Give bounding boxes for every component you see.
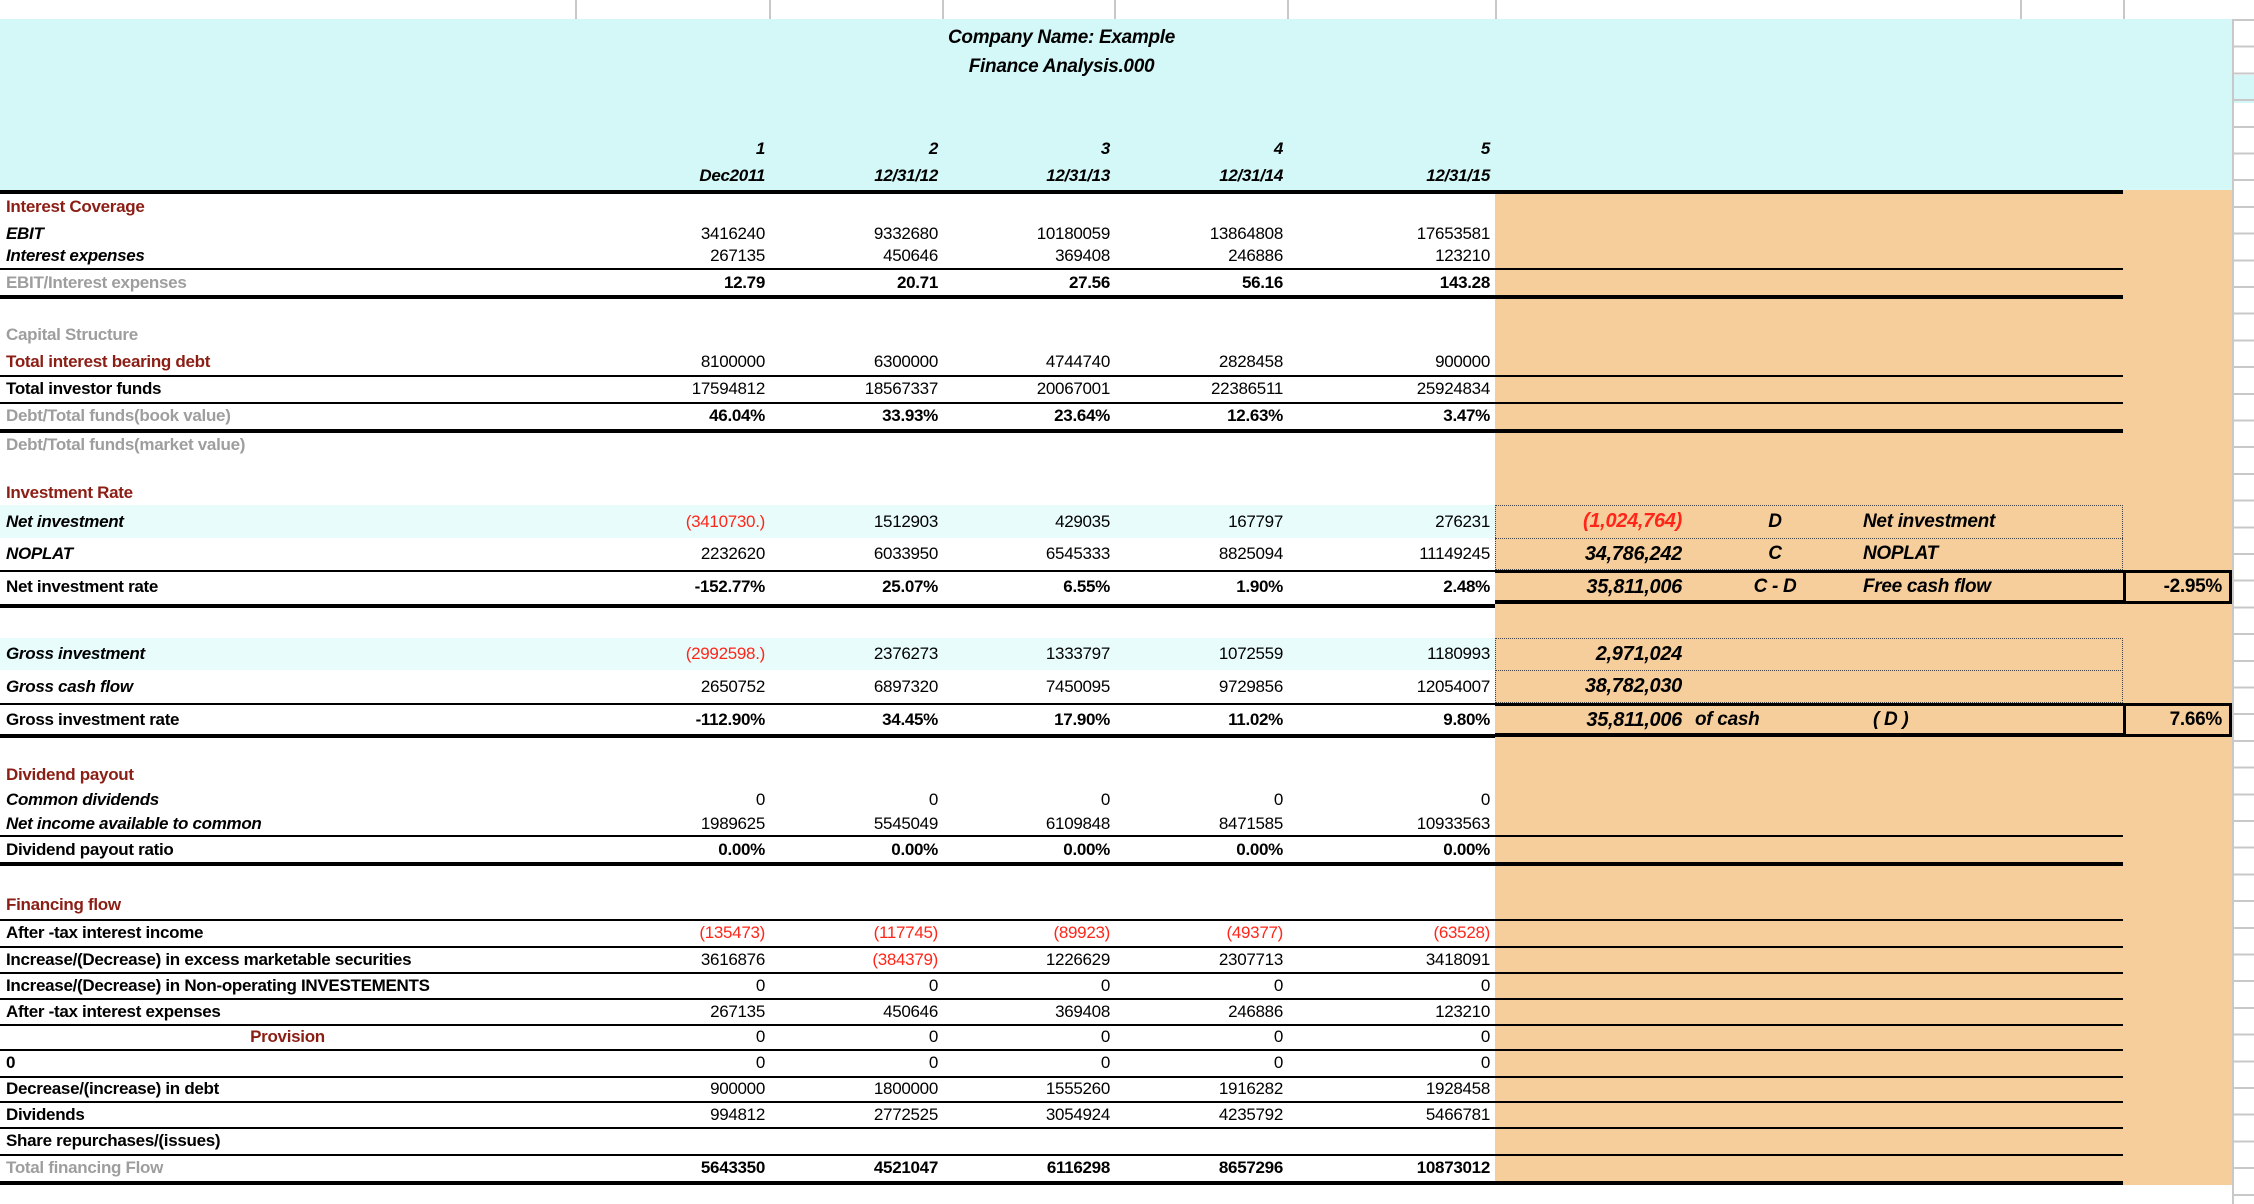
row-label[interactable]: Net income available to common xyxy=(6,813,262,833)
cell[interactable]: 9729856 xyxy=(1218,676,1283,696)
summary-value[interactable]: 34,786,242 xyxy=(1584,542,1682,565)
section-heading[interactable]: Interest Coverage xyxy=(6,197,145,216)
cell[interactable]: 56.16 xyxy=(1241,272,1283,292)
cell[interactable]: 2232620 xyxy=(700,544,765,563)
grid-line xyxy=(1495,0,1497,19)
cell[interactable]: 0.00% xyxy=(891,839,938,859)
cell[interactable]: 6.55% xyxy=(1063,577,1110,596)
cell[interactable]: 0 xyxy=(755,975,765,995)
cell[interactable]: 27.56 xyxy=(1068,272,1110,292)
cell[interactable]: 10873012 xyxy=(1416,1158,1490,1177)
summary-row xyxy=(1495,638,2232,670)
cell[interactable]: 3416240 xyxy=(700,223,765,243)
section-heading[interactable]: Capital Structure xyxy=(6,325,138,344)
cell[interactable]: 6116298 xyxy=(1046,1158,1110,1177)
cell[interactable]: 25924834 xyxy=(1416,379,1490,398)
row-label[interactable]: Increase/(Decrease) in Non-operating INVESTEMENTS xyxy=(6,975,430,995)
cell[interactable]: 20067001 xyxy=(1036,379,1110,398)
cell[interactable]: 0 xyxy=(928,975,938,995)
cell[interactable]: 12054007 xyxy=(1416,676,1490,696)
cell[interactable]: 0 xyxy=(1273,1053,1283,1072)
row-label[interactable]: Decrease/(increase) in debt xyxy=(6,1079,219,1098)
row-label[interactable]: EBIT/Interest expenses xyxy=(6,272,187,292)
grid-line xyxy=(2123,0,2125,19)
cell[interactable]: 0.00% xyxy=(1063,839,1110,859)
cell[interactable]: (384379) xyxy=(872,949,938,969)
summary-label[interactable]: Net investment xyxy=(1863,510,1996,532)
cell[interactable]: 3616876 xyxy=(700,949,765,969)
section-heading[interactable]: Financing flow xyxy=(6,895,121,914)
summary-value[interactable]: 35,811,006 xyxy=(1586,575,1682,598)
cell[interactable]: 5545049 xyxy=(873,813,938,833)
cell[interactable]: (49377) xyxy=(1226,923,1283,942)
cell[interactable]: 3.47% xyxy=(1443,406,1490,425)
table-row xyxy=(0,1102,2254,1127)
cell[interactable]: 2.48% xyxy=(1443,577,1490,596)
cell[interactable]: 0 xyxy=(1100,975,1110,995)
row-label[interactable]: Increase/(Decrease) in excess marketable securities xyxy=(6,949,412,969)
table-row xyxy=(0,322,2254,348)
cell[interactable]: 267135 xyxy=(710,1001,765,1021)
cell[interactable]: 900000 xyxy=(710,1079,765,1098)
cell[interactable]: 1512903 xyxy=(873,511,938,531)
cell[interactable]: 9332680 xyxy=(873,223,938,243)
grid-line xyxy=(769,0,771,19)
cell[interactable]: 13864808 xyxy=(1209,223,1283,243)
cell[interactable]: 0 xyxy=(1273,1027,1283,1046)
cell[interactable]: 1333797 xyxy=(1045,644,1110,663)
cell[interactable]: 4235792 xyxy=(1218,1104,1283,1124)
row-label[interactable]: Gross investment rate xyxy=(6,710,180,729)
cell[interactable]: 23.64% xyxy=(1054,406,1110,425)
cell[interactable]: -152.77% xyxy=(694,577,765,596)
cell[interactable]: 2828458 xyxy=(1218,352,1283,371)
row-label[interactable]: Share repurchases/(issues) xyxy=(6,1131,221,1150)
cell[interactable]: 0 xyxy=(1273,975,1283,995)
col-date[interactable]: 12/31/12 xyxy=(874,166,938,185)
file-title[interactable]: Finance Analysis.000 xyxy=(968,56,1155,77)
table-row xyxy=(0,812,2254,835)
row-label[interactable]: Total investor funds xyxy=(6,379,162,398)
table-row xyxy=(0,999,2254,1024)
cell[interactable]: 9.80% xyxy=(1443,710,1490,729)
summary-row xyxy=(1495,570,2232,604)
cell[interactable]: 17594812 xyxy=(691,379,765,398)
cell[interactable]: 369408 xyxy=(1055,1001,1110,1021)
row-label[interactable]: 0 xyxy=(6,1053,16,1072)
cell[interactable]: 1800000 xyxy=(873,1079,938,1098)
table-row xyxy=(0,788,2254,812)
cell[interactable]: 429035 xyxy=(1055,511,1110,531)
section-heading[interactable]: Investment Rate xyxy=(6,483,133,502)
table-row xyxy=(0,1025,2254,1049)
cell[interactable]: 1555260 xyxy=(1045,1079,1110,1098)
col-date[interactable]: 12/31/13 xyxy=(1046,166,1110,185)
cell[interactable]: 5466781 xyxy=(1425,1104,1490,1124)
summary-letter[interactable]: C xyxy=(1768,543,1782,564)
cell[interactable]: 246886 xyxy=(1228,1001,1283,1021)
row-label[interactable]: Gross cash flow xyxy=(6,676,133,696)
cell[interactable]: 34.45% xyxy=(882,710,938,729)
cell[interactable]: 2376273 xyxy=(873,644,938,663)
table-row xyxy=(0,349,2254,375)
cell[interactable]: 0 xyxy=(1480,975,1490,995)
cell[interactable]: 0 xyxy=(1480,1053,1490,1072)
table-row xyxy=(0,481,2254,505)
cell[interactable]: 20.71 xyxy=(896,272,938,292)
cell[interactable]: (3410730.) xyxy=(685,511,765,531)
cell[interactable]: 2650752 xyxy=(700,676,765,696)
cell[interactable]: 12.79 xyxy=(723,272,765,292)
cell[interactable]: 0.00% xyxy=(1236,839,1283,859)
row-label[interactable]: Debt/Total funds(market value) xyxy=(6,435,246,454)
table-row xyxy=(0,973,2254,998)
table-row xyxy=(0,1077,2254,1101)
table-row xyxy=(0,947,2254,972)
grid-line xyxy=(0,1181,2123,1185)
summary-letter[interactable]: ( D ) xyxy=(1873,709,1909,730)
grid-line xyxy=(1287,0,1289,19)
cell[interactable]: 1.90% xyxy=(1236,577,1283,596)
table-row xyxy=(0,403,2254,429)
cell[interactable]: 167797 xyxy=(1228,511,1283,531)
col-date[interactable]: 12/31/14 xyxy=(1219,166,1283,185)
cell[interactable]: 4744740 xyxy=(1045,352,1110,371)
cell[interactable]: 6897320 xyxy=(873,676,938,696)
col-number[interactable]: 2 xyxy=(928,139,938,158)
cell[interactable]: 0 xyxy=(1480,790,1490,809)
row-label[interactable]: Interest expenses xyxy=(6,245,145,265)
cell[interactable]: 450646 xyxy=(883,1001,938,1021)
cell[interactable]: 0 xyxy=(928,790,938,809)
cell[interactable]: (117745) xyxy=(873,923,938,942)
table-row xyxy=(0,837,2254,862)
cell[interactable]: 5643350 xyxy=(700,1158,765,1177)
table-row xyxy=(0,376,2254,402)
cell[interactable]: 0 xyxy=(1100,1027,1110,1046)
cell[interactable]: 123210 xyxy=(1435,245,1490,265)
summary-label[interactable]: NOPLAT xyxy=(1863,543,1938,564)
row-label[interactable]: Total interest bearing debt xyxy=(6,352,211,371)
summary-row xyxy=(1495,505,2232,538)
row-label[interactable]: After -tax interest income xyxy=(6,923,204,942)
row-label[interactable]: After -tax interest expenses xyxy=(6,1001,221,1021)
table-row xyxy=(0,920,2254,946)
cell[interactable]: 1180993 xyxy=(1427,644,1490,663)
cell[interactable]: 33.93% xyxy=(882,406,938,425)
cell[interactable]: 1072559 xyxy=(1218,644,1283,663)
cell[interactable]: 0 xyxy=(1273,790,1283,809)
cell[interactable]: 2772525 xyxy=(873,1104,938,1124)
cell[interactable]: 0 xyxy=(1100,1053,1110,1072)
table-row xyxy=(0,1128,2254,1154)
cell[interactable]: 7450095 xyxy=(1045,676,1110,696)
cell[interactable]: (89923) xyxy=(1053,923,1110,942)
summary-letter[interactable]: C - D xyxy=(1753,576,1797,597)
cell[interactable]: 12.63% xyxy=(1227,406,1283,425)
cell[interactable]: (63528) xyxy=(1433,923,1490,942)
col-date[interactable]: Dec2011 xyxy=(699,166,765,185)
col-number[interactable]: 4 xyxy=(1273,139,1283,158)
cell[interactable]: 8657296 xyxy=(1218,1158,1283,1177)
cell[interactable]: 11.02% xyxy=(1228,710,1283,729)
summary-row xyxy=(1495,538,2232,570)
summary-value[interactable]: 35,811,006 xyxy=(1586,708,1682,731)
cell[interactable]: 0 xyxy=(1100,790,1110,809)
summary-note[interactable]: of cash xyxy=(1695,709,1760,730)
table-row xyxy=(0,432,2254,458)
row-label[interactable]: Dividend payout ratio xyxy=(6,839,174,859)
cell[interactable]: 246886 xyxy=(1228,245,1283,265)
cell[interactable]: 1928458 xyxy=(1425,1079,1490,1098)
cell[interactable]: 18567337 xyxy=(864,379,938,398)
grid-line xyxy=(942,0,944,19)
summary-row xyxy=(1495,703,2232,737)
cell[interactable]: 123210 xyxy=(1435,1001,1490,1021)
cell[interactable]: 0 xyxy=(755,790,765,809)
row-label[interactable]: Net investment rate xyxy=(6,577,159,596)
cell[interactable]: 0 xyxy=(1480,1027,1490,1046)
cell[interactable]: 1916282 xyxy=(1218,1079,1283,1098)
cell[interactable]: 900000 xyxy=(1435,352,1490,371)
cell[interactable]: 143.28 xyxy=(1439,272,1490,292)
cell[interactable]: 1989625 xyxy=(700,813,765,833)
cell[interactable]: 8825094 xyxy=(1218,544,1283,563)
table-row xyxy=(0,1050,2254,1076)
col-number[interactable]: 5 xyxy=(1480,139,1490,158)
cell[interactable]: 10180059 xyxy=(1036,223,1110,243)
table-row xyxy=(0,270,2254,295)
cell[interactable]: 0 xyxy=(928,1053,938,1072)
summary-value[interactable]: (1,024,764) xyxy=(1583,510,1682,532)
grid-line xyxy=(0,604,1495,608)
cell[interactable]: 1226629 xyxy=(1045,949,1110,969)
summary-letter[interactable]: D xyxy=(1768,510,1782,532)
cell[interactable]: 2307713 xyxy=(1218,949,1283,969)
col-number[interactable]: 3 xyxy=(1100,139,1110,158)
cell[interactable]: 0 xyxy=(928,1027,938,1046)
col-date[interactable]: 12/31/15 xyxy=(1426,166,1490,185)
row-label[interactable]: NOPLAT xyxy=(6,544,73,563)
cell[interactable]: 8471585 xyxy=(1218,813,1283,833)
row-label[interactable]: Debt/Total funds(book value) xyxy=(6,406,231,425)
summary-value[interactable]: 38,782,030 xyxy=(1584,675,1682,697)
cell[interactable]: 10933563 xyxy=(1416,813,1490,833)
cell[interactable]: 6033950 xyxy=(873,544,938,563)
col-number[interactable]: 1 xyxy=(755,139,765,158)
table-row xyxy=(0,194,2254,220)
summary-label[interactable]: Free cash flow xyxy=(1863,576,1991,597)
cell[interactable]: 22386511 xyxy=(1211,379,1283,398)
cell[interactable]: (135473) xyxy=(699,923,765,942)
section-heading[interactable]: Dividend payout xyxy=(6,765,134,784)
cell[interactable]: 276231 xyxy=(1435,511,1490,531)
cell[interactable]: 0 xyxy=(755,1027,765,1046)
cell[interactable]: -112.90% xyxy=(695,710,765,729)
cell[interactable]: 8100000 xyxy=(700,352,765,371)
grid-line xyxy=(0,295,2123,299)
summary-row xyxy=(1495,670,2232,703)
cell[interactable]: 3418091 xyxy=(1425,949,1490,969)
grid-line xyxy=(575,0,577,19)
row-label[interactable]: EBIT xyxy=(6,223,44,243)
row-label[interactable]: Provision xyxy=(250,1027,325,1046)
cell[interactable]: 0 xyxy=(755,1053,765,1072)
free-cash-flow-rate[interactable]: -2.95% xyxy=(2123,570,2232,604)
cell[interactable]: 0.00% xyxy=(1443,839,1490,859)
table-row xyxy=(0,892,2254,918)
cell[interactable]: 46.04% xyxy=(709,406,765,425)
table-row xyxy=(0,243,2254,268)
cell[interactable]: 4521047 xyxy=(873,1158,938,1177)
row-label[interactable]: Common dividends xyxy=(6,790,159,809)
row-label[interactable]: Gross investment xyxy=(6,644,145,663)
table-row xyxy=(0,1155,2254,1181)
cell[interactable]: 369408 xyxy=(1055,245,1110,265)
row-label[interactable]: Total financing Flow xyxy=(6,1158,164,1177)
row-label[interactable]: Dividends xyxy=(6,1104,85,1124)
cell[interactable]: 17.90% xyxy=(1054,710,1110,729)
cell[interactable]: 17653581 xyxy=(1416,223,1490,243)
grid-line xyxy=(0,862,2123,866)
cell[interactable]: 6545333 xyxy=(1045,544,1110,563)
table-row xyxy=(0,762,2254,788)
cell[interactable]: 994812 xyxy=(710,1104,765,1124)
cell[interactable]: 11149245 xyxy=(1419,544,1490,563)
cell[interactable]: 25.07% xyxy=(882,577,938,596)
cell[interactable]: (2992598.) xyxy=(685,644,765,663)
company-title[interactable]: Company Name: Example xyxy=(947,27,1176,48)
cell[interactable]: 6109848 xyxy=(1045,813,1110,833)
cell[interactable]: 0.00% xyxy=(718,839,765,859)
row-label[interactable]: Net investment xyxy=(6,511,124,531)
gross-cash-rate[interactable]: 7.66% xyxy=(2123,703,2232,737)
cell[interactable]: 267135 xyxy=(710,245,765,265)
grid-line xyxy=(2020,0,2022,19)
cell[interactable]: 450646 xyxy=(883,245,938,265)
summary-value[interactable]: 2,971,024 xyxy=(1595,642,1682,665)
cell[interactable]: 6300000 xyxy=(873,352,938,371)
cell[interactable]: 3054924 xyxy=(1045,1104,1110,1124)
grid-line xyxy=(1114,0,1116,19)
